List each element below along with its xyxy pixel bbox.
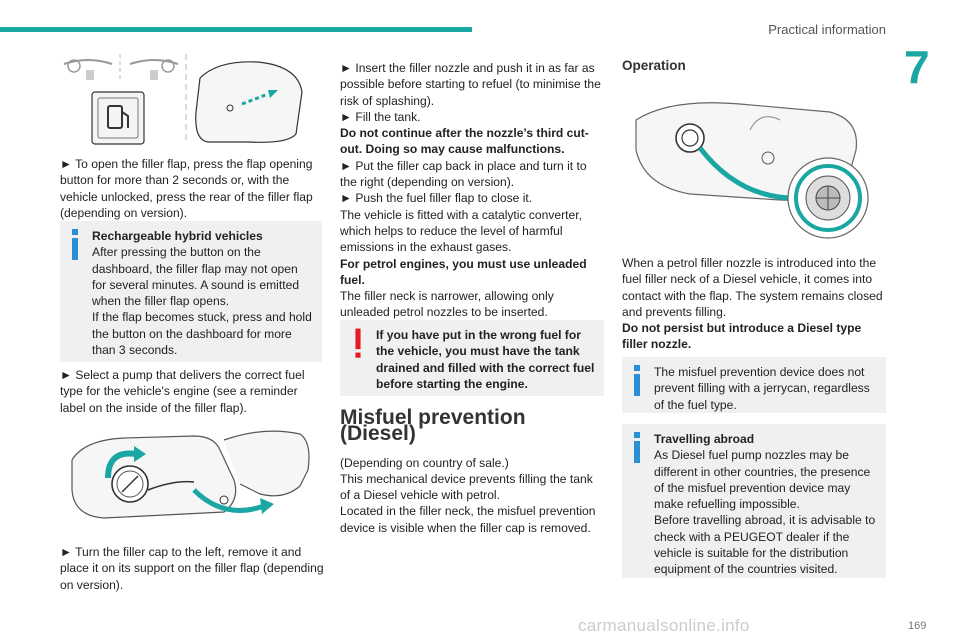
col2-text-a: [340, 60, 604, 321]
instruction-close-flap: ► Push the fuel filler flap to close it.: [340, 191, 533, 206]
note-hybrid-title: Rechargeable hybrid vehicles: [92, 229, 263, 243]
info-icon: [630, 432, 644, 468]
warning-wrong-fuel: [340, 320, 604, 396]
filler-cap-illustration: [64, 420, 314, 530]
filler-neck-text: The filler neck is narrower, allowing only unleaded petrol nozzles to be inserted.: [340, 289, 554, 320]
note-jerrycan-text: The misfuel prevention device does not prevent filling with a jerrycan, regardless of the fuel type.: [654, 365, 870, 412]
unleaded-fuel-text: For petrol engines, you must use unleaded fuel.: [340, 256, 587, 287]
instruction-insert-nozzle: ► Insert the filler nozzle and push it in as far as possible before starting to refuel (to minimise the risk of splashing).: [340, 61, 601, 108]
note-hybrid-text: After pressing the button on the dashboard, the filler flap may not open for several minutes. A sound is emitted when the filler flap opens.: [92, 245, 300, 309]
col1-text-a: [60, 156, 324, 221]
operation-warning-text: Do not persist but introduce a Diesel type filler nozzle.: [622, 321, 862, 352]
page-header-title: Practical information: [768, 22, 886, 37]
operation-text: When a petrol filler nozzle is introduced into the fuel filler neck of a Diesel vehicle, it comes into contact with the flap. The system remains closed and prevents filling.: [622, 256, 883, 319]
page-number: 169: [908, 620, 927, 632]
catalytic-converter-text: The vehicle is fitted with a catalytic converter, which helps to reduce the level of harmful emissions in the exhaust gases.: [340, 207, 582, 255]
instruction-open-flap: ► To open the filler flap, press the flap opening button for more than 2 seconds or, with the vehicle unlocked, press the rear of the filler flap (depending on version).: [60, 157, 313, 220]
section-title-misfuel: Misfuel prevention (Diesel): [340, 406, 526, 446]
note-hybrid: [60, 221, 322, 362]
col3-heading: [622, 58, 886, 74]
instruction-replace-cap: ► Put the filler cap back in place and turn it to the right (depending on version).: [340, 158, 587, 190]
instruction-turn-cap: ► Turn the filler cap to the left, remove it and place it on its support on the filler flap (depending on version).: [60, 545, 324, 592]
instruction-select-pump: ► Select a pump that delivers the correct fuel type for the vehicle's engine (see a reminder label on the inside of the filler flap).: [60, 368, 305, 415]
warning-icon: [352, 328, 364, 360]
warning-wrong-fuel-text: If you have put in the wrong fuel for the vehicle, you must have the tank drained and filled with the correct fuel before starting the engine.: [376, 328, 595, 391]
misfuel-device-text: This mechanical device prevents filling the tank of a Diesel vehicle with petrol.: [340, 471, 593, 503]
col2-text-b: [340, 406, 604, 536]
note-travelling-abroad: [622, 424, 886, 578]
note-travelling-text2: Before travelling abroad, it is advisable to check with a PEUGEOT dealer if the vehicle is suitable for the distribution equipment of the countries visited.: [654, 513, 876, 577]
operation-heading: Operation: [622, 58, 686, 73]
note-jerrycan: [622, 357, 886, 413]
info-icon: [630, 365, 644, 401]
info-icon: [68, 229, 82, 265]
instruction-fill-tank: ► Fill the tank.: [340, 109, 421, 124]
col1-text-b: [60, 367, 324, 416]
col3-text-a: [622, 255, 886, 353]
note-travelling-text: As Diesel fuel pump nozzles may be different in other countries, the presence of the misfuel prevention device may make refuelling impossible.: [654, 448, 871, 512]
note-travelling-title: Travelling abroad: [654, 432, 755, 446]
fuel-button-illustration: [58, 52, 308, 148]
header-accent-bar: [0, 27, 472, 32]
warning-third-cutout: Do not continue after the nozzle’s third cut-out. Doing so may cause malfunctions.: [340, 126, 589, 157]
col1-text-c: [60, 544, 324, 593]
chapter-number: 7: [904, 41, 930, 93]
watermark: carmanualsonline.info: [578, 616, 750, 635]
note-hybrid-text2: If the flap becomes stuck, press and hold the button on the dashboard for more than 3 seconds.: [92, 310, 312, 358]
misfuel-country-text: (Depending on country of sale.): [340, 455, 509, 470]
misfuel-device-illustration: [630, 90, 880, 240]
misfuel-location-text: Located in the filler neck, the misfuel prevention device is visible when the filler cap is removed.: [340, 504, 596, 535]
